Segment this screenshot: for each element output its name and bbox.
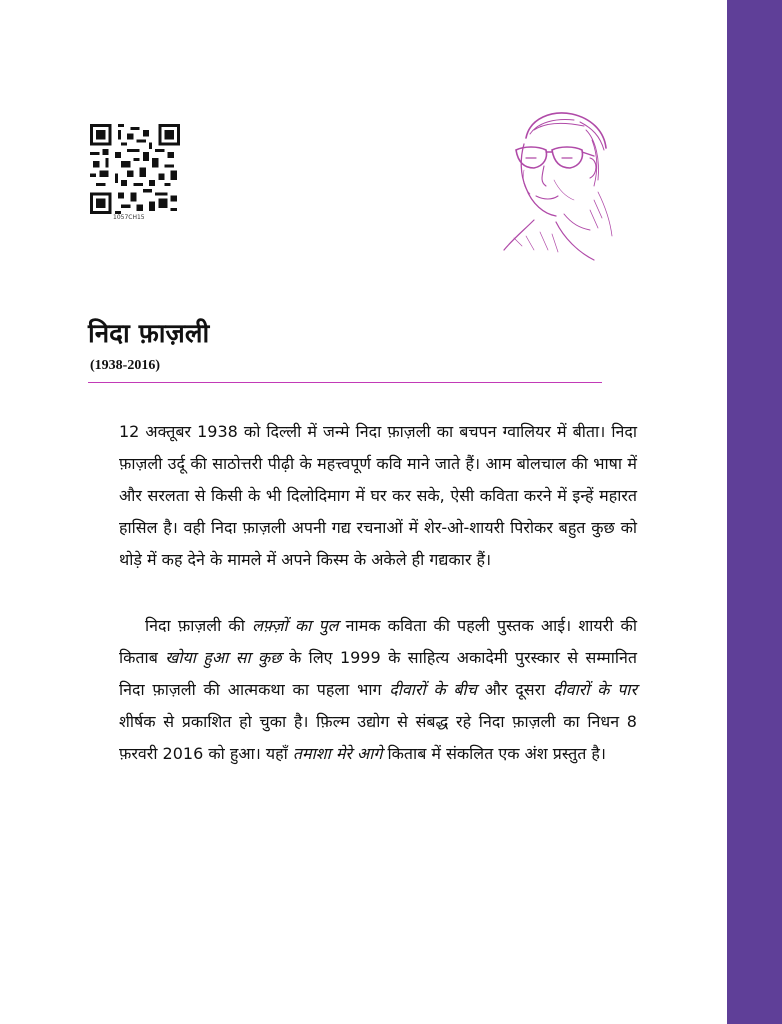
- book-title-lafzon-ka-pul: लफ़्ज़ों का पुल: [252, 616, 339, 635]
- qr-code[interactable]: [90, 124, 180, 214]
- author-portrait-sketch: [494, 100, 616, 270]
- bio-paragraph-2: [119, 610, 637, 770]
- author-dates: (1938-2016): [90, 358, 160, 373]
- book-title-khoya-hua-sa-kuchh: खोया हुआ सा कुछ: [165, 648, 282, 667]
- book-title-deewaron-ke-paar: दीवारों के पार: [553, 680, 637, 699]
- bio-paragraph-1: 12 अक्तूबर 1938 को दिल्ली में जन्मे निदा फ़ाज़ली का बचपन ग्वालियर में बीता। निदा फ़ाज़ली उर्दू की साठोत्तरी पीढ़ी के महत्त्वपूर्ण कवि माने जाते हैं। आम बोलचाल की भाषा में और सरलता से किसी के भी दिलोदिमाग में घर कर सके, ऐसी कविता करने में इन्हें महारत हासिल है। वही निदा फ़ाज़ली अपनी गद्य रचनाओं में शेर-ओ-शायरी पिरोकर बहुत कुछ को थोड़े में कह देने के मामले में अपने किस्म के अकेले ही गद्यकार हैं।: [119, 422, 637, 569]
- side-color-band: [727, 0, 782, 1024]
- p2-text-4: और दूसरा: [476, 680, 554, 699]
- p2-text-1: निदा फ़ाज़ली की: [145, 616, 253, 635]
- book-title-tamasha-mere-aage: तमाशा मेरे आगे: [292, 744, 383, 763]
- qr-code-id: 1057CH15: [113, 214, 145, 221]
- p2-text-2: नामक कविता की पहली पुस्तक आई। शायरी की किताब: [119, 616, 637, 667]
- p2-text-3: के लिए 1999 के साहित्य अकादेमी पुरस्कार से सम्मानित निदा फ़ाज़ली की आत्मकथा का पहला भाग: [119, 648, 638, 699]
- author-name: निदा फ़ाज़ली: [88, 319, 210, 349]
- book-title-deewaron-ke-beech: दीवारों के बीच: [389, 680, 477, 699]
- p2-text-5: शीर्षक से प्रकाशित हो चुका है। फ़िल्म उद्योग से संबद्ध रहे निदा फ़ाज़ली का निधन 8 फ़रवरी 2016 को हुआ। यहाँ: [119, 712, 637, 763]
- p2-text-6: किताब में संकलित एक अंश प्रस्तुत है।: [382, 744, 606, 763]
- divider-rule: [88, 382, 602, 383]
